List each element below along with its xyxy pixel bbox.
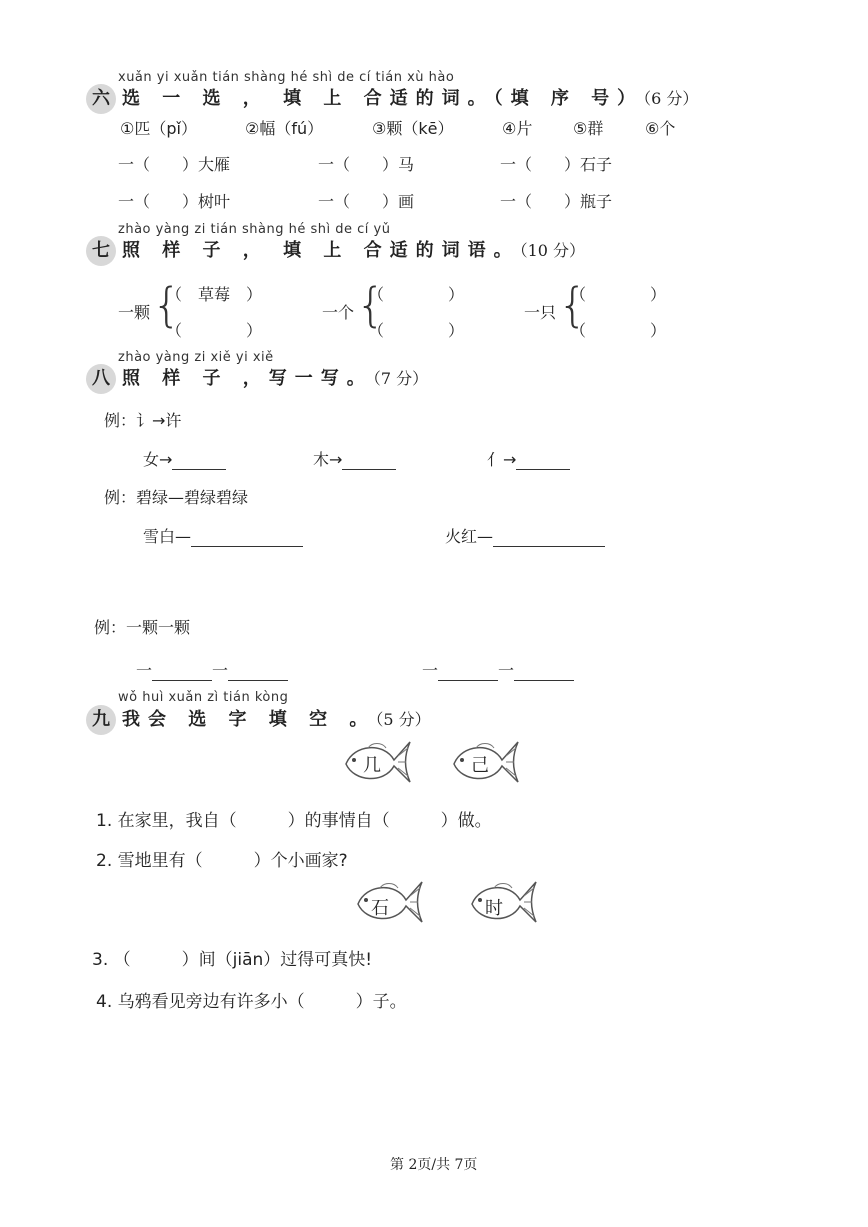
section-points: （5 分） bbox=[375, 710, 431, 729]
section-title: 照 样 子 ， 填 上 合适的词语。 bbox=[122, 240, 520, 261]
group-top[interactable]: （ ） bbox=[570, 285, 667, 304]
question-4[interactable]: 4. 乌鸦看见旁边有许多小（ ）子。 bbox=[96, 992, 407, 1012]
char-item: 木→ bbox=[313, 447, 396, 470]
section-title: 选 一 选 ， 填 上 合适的词。（填 序 号） bbox=[122, 88, 644, 109]
question-2[interactable]: 2. 雪地里有（ ）个小画家? bbox=[96, 851, 348, 871]
option-4: ④片 bbox=[502, 119, 533, 138]
answer-blank[interactable] bbox=[342, 451, 396, 470]
answer-blank[interactable] bbox=[438, 662, 498, 681]
example-3: 例：一颗一颗 bbox=[94, 618, 191, 637]
section-points: （10 分） bbox=[519, 241, 586, 260]
word-item: 火红— bbox=[445, 524, 605, 547]
answer-blank[interactable] bbox=[516, 451, 570, 470]
group-label: 一颗 bbox=[118, 303, 151, 322]
section6-pinyin: xuǎn yi xuǎn tián shàng hé shì de cí tián xù hào bbox=[118, 70, 455, 85]
section8-heading bbox=[86, 364, 428, 394]
section-points: （6 分） bbox=[643, 89, 699, 108]
section-number: 八 bbox=[86, 364, 116, 394]
measure-item: 一 一 bbox=[422, 658, 574, 681]
fill-item[interactable]: 一（ ）树叶 bbox=[118, 192, 231, 211]
answer-blank[interactable] bbox=[493, 528, 605, 547]
measure-item: 一 一 bbox=[136, 658, 288, 681]
fill-item[interactable]: 一（ ）石子 bbox=[500, 155, 613, 174]
option-6: ⑥个 bbox=[645, 119, 676, 138]
char-item: 亻→ bbox=[487, 447, 570, 470]
fish-icon bbox=[354, 878, 426, 926]
option-2: ②幅（fú） bbox=[245, 119, 324, 138]
section7-pinyin: zhào yàng zi tián shàng hé shì de cí yǔ bbox=[118, 222, 391, 237]
char-item: 女→ bbox=[143, 447, 226, 470]
section-title: 我会 选 字 填 空 。 bbox=[122, 709, 376, 730]
svg-text:己: 己 bbox=[471, 755, 489, 776]
group-label: 一个 bbox=[322, 303, 355, 322]
word-item: 雪白— bbox=[143, 524, 303, 547]
option-3: ③颗（kē） bbox=[372, 119, 454, 138]
section-points: （7 分） bbox=[372, 369, 429, 388]
fish-icon bbox=[450, 738, 522, 786]
fish-icon bbox=[342, 738, 414, 786]
section-title: 照 样 子 ，写一写。 bbox=[122, 368, 373, 389]
section7-heading bbox=[86, 236, 585, 266]
section8-pinyin: zhào yàng zi xiě yi xiě bbox=[118, 350, 274, 365]
fill-item[interactable]: 一（ ）马 bbox=[318, 155, 415, 174]
answer-blank[interactable] bbox=[514, 662, 574, 681]
question-1[interactable]: 1. 在家里，我自（ ）的事情自（ ）做。 bbox=[96, 811, 492, 831]
group-top: （ 草莓 ） bbox=[166, 285, 263, 304]
group-bottom[interactable]: （ ） bbox=[570, 321, 667, 340]
brace: { bbox=[356, 278, 386, 332]
section-number: 九 bbox=[86, 705, 116, 735]
section9-pinyin: wǒ huì xuǎn zì tián kòng bbox=[118, 690, 289, 705]
answer-blank[interactable] bbox=[191, 528, 303, 547]
fill-item[interactable]: 一（ ）瓶子 bbox=[500, 192, 613, 211]
svg-text:石: 石 bbox=[371, 898, 389, 919]
svg-text:几: 几 bbox=[363, 755, 381, 776]
question-3[interactable]: 3. （ ）间（jiān）过得可真快! bbox=[92, 950, 373, 970]
fill-item[interactable]: 一（ ）大雁 bbox=[118, 155, 231, 174]
option-5: ⑤群 bbox=[573, 119, 604, 138]
group-top[interactable]: （ ） bbox=[368, 285, 465, 304]
group-label: 一只 bbox=[524, 303, 557, 322]
section9-heading bbox=[86, 705, 431, 735]
answer-blank[interactable] bbox=[152, 662, 212, 681]
brace: { bbox=[152, 278, 182, 332]
example-1: 例：讠→许 bbox=[104, 411, 182, 430]
page-number: 第 2页/共 7页 bbox=[390, 1157, 478, 1173]
brace: { bbox=[558, 278, 588, 332]
group-bottom[interactable]: （ ） bbox=[368, 321, 465, 340]
svg-text:时: 时 bbox=[485, 898, 503, 919]
option-1: ①匹（pǐ） bbox=[120, 119, 197, 138]
answer-blank[interactable] bbox=[228, 662, 288, 681]
fish-icon bbox=[468, 878, 540, 926]
section-number: 七 bbox=[86, 236, 116, 266]
fill-item[interactable]: 一（ ）画 bbox=[318, 192, 415, 211]
section-number: 六 bbox=[86, 84, 116, 114]
answer-blank[interactable] bbox=[172, 451, 226, 470]
group-bottom[interactable]: （ ） bbox=[166, 321, 263, 340]
section6-heading bbox=[86, 84, 698, 114]
example-2: 例：碧绿—碧绿碧绿 bbox=[104, 488, 249, 507]
